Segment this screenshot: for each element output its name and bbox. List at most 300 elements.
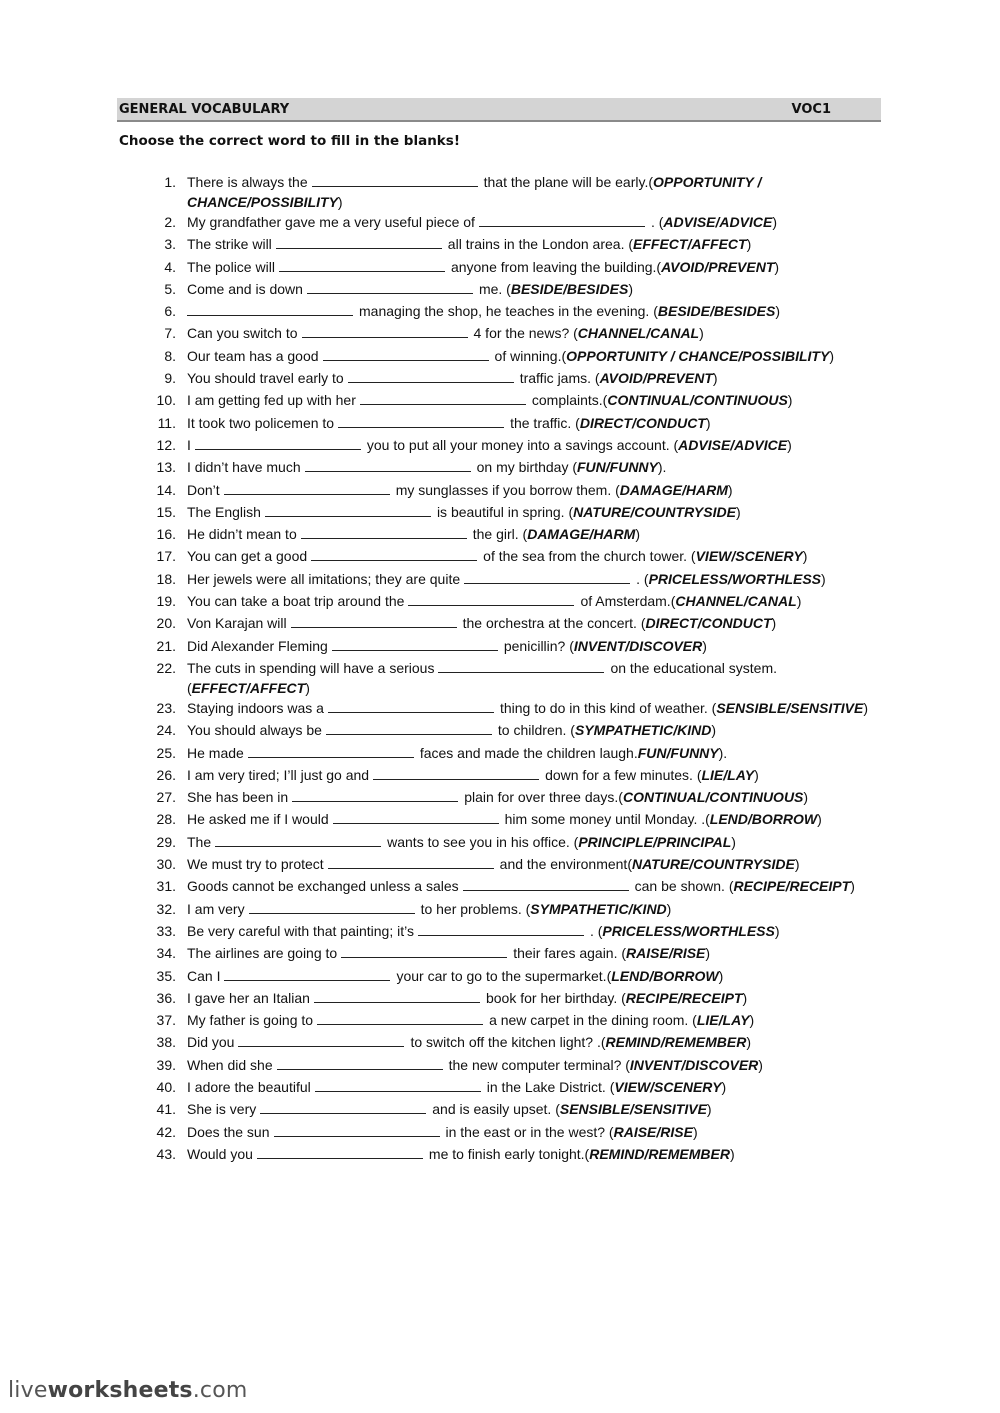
answer-blank[interactable] [328,698,494,713]
question-item [140,765,880,787]
answer-blank[interactable] [341,943,507,958]
question-prefix: My father is going to [187,1012,314,1029]
answer-blank[interactable] [479,212,645,227]
question-end: ) [746,236,752,253]
question-text [176,413,711,435]
question-text [176,613,776,635]
question-suffix: the orchestra at the concert. ( [462,615,646,632]
question-prefix: Staying indoors was a [187,699,324,716]
question-prefix: When did she [187,1056,273,1073]
question-text [176,524,640,546]
answer-blank[interactable] [317,1010,483,1025]
question-item [140,636,880,658]
question-suffix: the new computer terminal? ( [448,1056,630,1073]
question-prefix: Her jewels were all imitations; they are quite [187,570,461,587]
question-prefix: Did Alexander Fleming [187,637,328,654]
question-end: ) [863,699,869,716]
answer-blank[interactable] [314,988,480,1003]
question-prefix: We must try to protect [187,856,324,873]
question-text [176,1032,751,1054]
question-end: ) [305,679,310,696]
question-end: ) [758,1056,763,1073]
question-number: 4. [164,258,176,275]
question-number: 18. [156,570,176,587]
word-options: PRICELESS/WORTHLESS [648,570,822,587]
question-text [176,1122,698,1144]
question-end: ) [774,922,780,939]
question-prefix: There is always the [187,174,308,190]
question-text [176,502,741,524]
word-options: ADVISE/ADVICE [678,436,788,453]
question-end: ). [657,459,667,476]
answer-blank[interactable] [323,346,489,361]
question-end: ) [699,325,704,342]
question-number: 29. [156,833,176,850]
word-options: FUN/FUNNY [637,744,719,761]
question-text [176,787,808,809]
word-options: BESIDE/BESIDES [510,280,629,297]
question-suffix: 4 for the news? ( [473,325,578,342]
word-options: OPPORTUNITY / CHANCE/POSSIBILITY [187,174,762,210]
question-item [140,279,880,301]
answer-blank[interactable] [215,832,381,847]
question-suffix: of the sea from the church tower. ( [483,548,696,565]
question-prefix: The [187,833,212,850]
answer-blank[interactable] [338,413,504,428]
question-text [176,1010,754,1032]
question-suffix: traffic jams. ( [519,370,600,387]
answer-blank[interactable] [438,658,604,673]
answer-blank[interactable] [373,765,539,780]
question-suffix: him some money until Monday. .( [504,811,710,828]
answer-blank[interactable] [187,301,353,316]
answer-blank[interactable] [305,457,471,472]
word-options: LEND/BORROW [709,811,818,828]
question-number: 27. [156,789,176,806]
word-options: DAMAGE/HARM [619,481,728,498]
question-end: ) [794,856,800,873]
question-item [140,323,880,345]
footer-logo-suffix: .com [192,1378,248,1403]
question-number: 36. [156,989,176,1006]
question-end: ) [635,526,640,543]
question-suffix: all trains in the London area. ( [447,236,634,253]
question-number: 10. [156,392,176,409]
answer-blank[interactable] [279,257,445,272]
word-options: DIRECT/CONDUCT [579,414,706,431]
question-prefix: Would you [187,1145,253,1162]
answer-blank[interactable] [311,546,477,561]
footer-logo-prefix: live [8,1378,48,1403]
question-end: ) [742,989,748,1006]
question-suffix: a new carpet in the dining room. ( [489,1012,697,1029]
question-suffix: me to finish early tonight.( [428,1145,590,1162]
question-prefix: My grandfather gave me a very useful piece of [187,214,475,230]
question-text [176,591,801,613]
question-prefix: I adore the beautiful [187,1078,311,1095]
question-end: ) [802,548,808,565]
question-suffix: penicillin? ( [503,637,574,654]
question-prefix: Can I [187,967,221,984]
question-item [140,832,880,854]
question-end: ) [705,414,711,431]
question-end: ) [749,1012,755,1029]
word-options: ADVISE/ADVICE [663,214,773,230]
question-text [176,921,780,943]
question-suffix: of Amsterdam.( [580,593,676,610]
question-text [176,876,855,898]
question-prefix: The cuts in spending will have a serious [187,659,435,676]
question-prefix: Von Karajan will [187,615,287,632]
question-text [176,323,704,345]
answer-blank[interactable] [418,921,584,936]
question-item [140,1032,880,1054]
answer-blank[interactable] [257,1144,423,1159]
answer-blank[interactable] [276,234,442,249]
question-item [140,876,880,898]
question-end: ) [727,481,733,498]
question-item [140,591,880,613]
question-prefix: He didn’t mean to [187,526,297,543]
question-text [176,480,733,502]
question-prefix: Can you switch to [187,325,298,342]
question-suffix: . ( [650,214,664,230]
question-end: ) [702,637,707,654]
question-suffix: complaints.( [531,392,608,409]
question-number: 16. [156,526,176,543]
question-suffix: of winning.( [494,347,567,364]
question-prefix: The airlines are going to [187,945,338,962]
question-number: 20. [156,615,176,632]
question-item [140,943,880,965]
question-end: ) [775,303,781,320]
question-text [176,172,880,212]
question-prefix: The English [187,503,261,520]
question-suffix: plain for over three days.( [464,789,623,806]
answer-blank[interactable] [224,966,390,981]
word-options: LIE/LAY [701,766,755,783]
question-text [176,809,822,831]
word-options: OPPORTUNITY / CHANCE/POSSIBILITY [566,347,830,364]
question-item [140,921,880,943]
question-text [176,743,727,765]
answer-blank[interactable] [302,323,468,338]
question-suffix: can be shown. ( [634,878,734,895]
question-suffix: to children. ( [497,722,575,739]
question-prefix: You should always be [187,722,322,739]
answer-blank[interactable] [315,1077,481,1092]
question-end: ) [772,214,777,230]
answer-blank[interactable] [348,368,514,383]
question-suffix: in the east or in the west? ( [445,1123,614,1140]
word-options: PRICELESS/WORTHLESS [602,922,775,939]
question-number: 34. [156,945,176,962]
question-text [176,943,710,965]
question-suffix: their fares again. ( [513,945,627,962]
answer-blank[interactable] [292,787,458,802]
answer-blank[interactable] [265,502,431,517]
question-item [140,698,880,720]
header-bar [117,98,881,122]
question-item [140,480,880,502]
word-options: CHANNEL/CANAL [577,325,700,342]
question-number: 19. [156,593,176,610]
question-suffix: faces and made the children laugh. [419,744,638,761]
footer-logo [8,1378,248,1403]
question-suffix: on my birthday ( [476,459,577,476]
word-options: FUN/FUNNY [577,459,658,476]
question-end: ) [787,392,793,409]
question-number: 33. [156,922,176,939]
question-suffix: you to put all your money into a savings account. ( [366,436,679,453]
question-text [176,1099,712,1121]
instruction: Choose the correct word to fill in the blanks! [119,133,460,149]
question-number: 28. [156,811,176,828]
question-prefix: I didn’t have much [187,459,301,476]
word-options: REMIND/REMEMBER [589,1145,730,1162]
question-number: 2. [164,214,176,230]
word-options: LIE/LAY [696,1012,750,1029]
question-item [140,1122,880,1144]
question-text [176,457,666,479]
question-number: 12. [156,436,176,453]
question-number: 1. [164,174,176,190]
question-end: ) [803,789,809,806]
question-number: 42. [156,1123,176,1140]
question-text [176,698,868,720]
question-prefix: You can take a boat trip around the [187,593,405,610]
question-prefix: She is very [187,1101,257,1118]
answer-blank[interactable] [360,390,526,405]
question-prefix: Did you [187,1034,235,1051]
question-prefix: Does the sun [187,1123,270,1140]
question-item [140,413,880,435]
question-number: 7. [164,325,176,342]
question-text [176,1144,735,1166]
word-options: INVENT/DISCOVER [573,637,703,654]
question-suffix: . ( [589,922,603,939]
question-text [176,546,807,568]
question-end: ) [771,615,777,632]
word-options: SYMPATHETIC/KIND [530,900,667,917]
question-number: 21. [156,637,176,654]
question-suffix: thing to do in this kind of weather. ( [499,699,717,716]
question-number: 38. [156,1034,176,1051]
question-end: ) [706,1101,712,1118]
word-options: CONTINUAL/CONTINUOUS [607,392,788,409]
question-number: 22. [156,659,176,676]
question-number: 35. [156,967,176,984]
question-suffix: your car to go to the supermarket.( [396,967,612,984]
word-options: SENSIBLE/SENSITIVE [716,699,864,716]
answer-blank[interactable] [463,876,629,891]
question-number: 40. [156,1078,176,1095]
question-number: 43. [156,1145,176,1162]
word-options: RAISE/RISE [626,945,706,962]
answer-blank[interactable] [224,480,390,495]
question-end: ) [774,258,780,275]
question-item [140,569,880,591]
word-options: DIRECT/CONDUCT [645,615,772,632]
question-text [176,435,792,457]
answer-blank[interactable] [260,1099,426,1114]
question-prefix: Our team has a good [187,347,319,364]
question-item [140,966,880,988]
question-prefix: Don’t [187,481,220,498]
answer-blank[interactable] [274,1122,440,1137]
answer-blank[interactable] [326,720,492,735]
answer-blank[interactable] [248,743,414,758]
question-suffix: is beautiful in spring. ( [436,503,574,520]
question-text [176,212,777,234]
question-number: 5. [164,280,176,297]
question-text [176,988,747,1010]
question-prefix: I gave her an Italian [187,989,310,1006]
word-options: EFFECT/AFFECT [191,679,306,696]
word-options: SYMPATHETIC/KIND [574,722,712,739]
question-end: ) [628,280,633,297]
word-options: SENSIBLE/SENSITIVE [559,1101,707,1118]
question-list [140,172,880,1166]
question-text [176,390,792,412]
answer-blank[interactable] [312,172,478,187]
answer-blank[interactable] [291,613,457,628]
question-item [140,435,880,457]
question-prefix: I am very [187,900,245,917]
word-options: BESIDE/BESIDES [657,303,776,320]
word-options: RECIPE/RECEIPT [625,989,743,1006]
question-end: ) [721,1078,727,1095]
question-end: ) [850,878,855,895]
question-item [140,1077,880,1099]
question-text [176,257,779,279]
question-suffix: and is easily upset. ( [432,1101,560,1118]
footer-logo-brand: worksheets [47,1378,193,1403]
question-text [176,346,834,368]
question-prefix: You can get a good [187,548,308,565]
question-end: ) [711,722,717,739]
question-item [140,502,880,524]
question-number: 26. [156,766,176,783]
question-item [140,809,880,831]
question-prefix: He made [187,744,244,761]
question-prefix: The strike will [187,236,272,253]
question-text [176,234,751,256]
question-prefix: I am very tired; I’ll just go and [187,766,370,783]
question-item [140,658,880,698]
question-prefix: Goods cannot be exchanged unless a sales [187,878,459,895]
question-text [176,1077,726,1099]
question-text [176,279,633,301]
question-text [176,765,759,787]
question-end: ) [754,766,759,783]
question-end: ) [729,1145,735,1162]
word-options: NATURE/COUNTRYSIDE [573,503,736,520]
question-end: ) [692,1123,698,1140]
question-suffix: wants to see you in his office. ( [387,833,579,850]
word-options: AVOID/PREVENT [661,258,775,275]
question-number: 23. [156,699,176,716]
question-suffix: and the environment( [499,856,632,873]
question-end: ) [735,503,741,520]
question-text [176,899,671,921]
question-end: ) [829,347,834,364]
question-number: 31. [156,878,176,895]
word-options: VIEW/SCENERY [695,548,803,565]
question-number: 15. [156,503,176,520]
question-suffix: that the plane will be early.( [483,174,653,190]
word-options: INVENT/DISCOVER [629,1056,759,1073]
question-end: ) [718,967,724,984]
question-number: 24. [156,722,176,739]
question-suffix: to switch off the kitchen light? .( [410,1034,606,1051]
question-text [176,1055,763,1077]
question-item [140,988,880,1010]
question-text [176,636,707,658]
question-suffix: the girl. ( [472,526,528,543]
question-number: 25. [156,744,176,761]
question-prefix: Come and is down [187,280,303,297]
answer-blank[interactable] [277,1055,443,1070]
question-number: 39. [156,1056,176,1073]
worksheet-code: VOC1 [791,101,831,117]
word-options: NATURE/COUNTRYSIDE [631,856,795,873]
question-suffix: down for a few minutes. ( [545,766,702,783]
answer-blank[interactable] [249,899,415,914]
answer-blank[interactable] [333,809,499,824]
question-item [140,257,880,279]
question-prefix: The police will [187,258,275,275]
answer-blank[interactable] [328,854,494,869]
answer-blank[interactable] [464,569,630,584]
answer-blank[interactable] [301,524,467,539]
question-item [140,1010,880,1032]
answer-blank[interactable] [332,636,498,651]
question-prefix: I am getting fed up with her [187,392,356,409]
question-text [176,658,880,698]
question-end: ) [746,1034,751,1051]
question-prefix: He asked me if I would [187,811,329,828]
question-number: 6. [164,303,176,320]
question-item [140,172,880,212]
question-end: ) [666,900,672,917]
answer-blank[interactable] [408,591,574,606]
question-number: 41. [156,1101,176,1118]
word-options: RECIPE/RECEIPT [733,878,851,895]
question-item [140,720,880,742]
question-suffix: in the Lake District. ( [486,1078,615,1095]
question-text [176,832,736,854]
answer-blank[interactable] [307,279,473,294]
question-prefix: Be very careful with that painting; it’s [187,922,414,939]
word-options: CHANNEL/CANAL [675,593,797,610]
answer-blank[interactable] [238,1032,404,1047]
word-options: VIEW/SCENERY [614,1078,722,1095]
question-prefix: You should travel early to [187,370,344,387]
question-item [140,301,880,323]
answer-blank[interactable] [195,435,361,450]
word-options: EFFECT/AFFECT [633,236,747,253]
question-item [140,1099,880,1121]
word-options: RAISE/RISE [613,1123,693,1140]
question-number: 3. [164,236,176,253]
question-item [140,546,880,568]
word-options: CONTINUAL/CONTINUOUS [622,789,804,806]
question-item [140,346,880,368]
worksheet-title: GENERAL VOCABULARY [119,101,290,117]
question-number: 11. [157,414,176,431]
question-text [176,966,723,988]
